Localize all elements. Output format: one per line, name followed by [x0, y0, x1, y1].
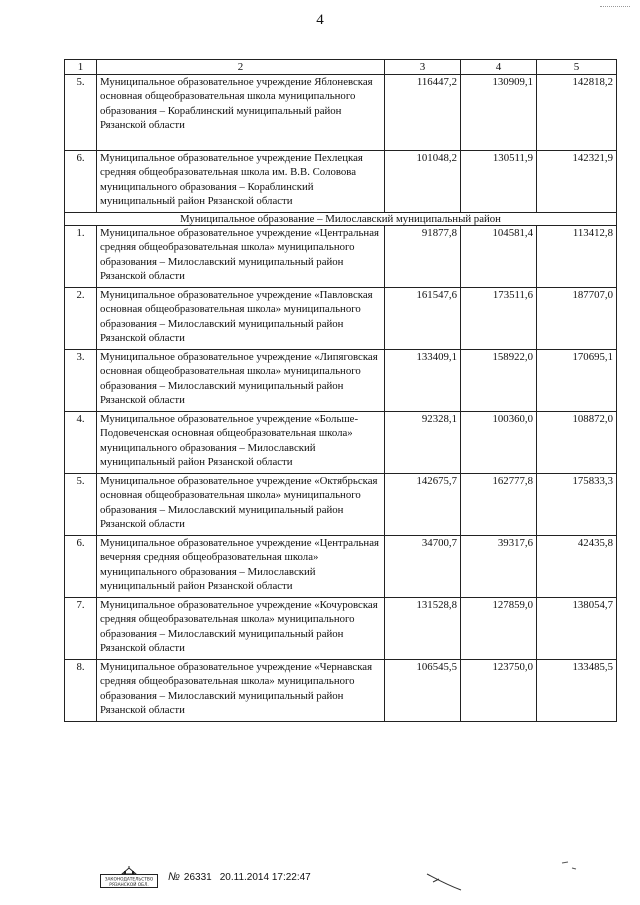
value-col-4: 130909,1 [461, 75, 537, 151]
table-row [65, 536, 617, 598]
value-col-5: 42435,8 [537, 536, 617, 598]
header-col-3: 3 [385, 60, 461, 75]
number-sign-icon: № [168, 871, 180, 883]
institution-name: Муниципальное образовательное учреждение «Больше-Подовеченская основная общеобразовательная школа» муниципального образования – Милославский муниципальный район Рязанской области [97, 412, 385, 474]
table-row [65, 598, 617, 660]
institution-name: Муниципальное образовательное учреждение «Чернавская средняя общеобразовательная школа» муниципального образования – Милославский муниципальный район Рязанской области [97, 660, 385, 722]
value-col-4: 158922,0 [461, 350, 537, 412]
value-col-3: 91877,8 [385, 226, 461, 288]
institution-name: Муниципальное образовательное учреждение Яблоневская основная общеобразовательная школа муниципального образования – Кораблинский муниципальный район Рязанской области [97, 75, 385, 151]
value-col-4: 162777,8 [461, 474, 537, 536]
institution-name: Муниципальное образовательное учреждение «Кочуровская средняя общеобразовательная школа» муниципального образования – Милославский муниципальный район Рязанской области [97, 598, 385, 660]
value-col-3: 101048,2 [385, 151, 461, 213]
row-number: 2. [65, 288, 97, 350]
institution-name: Муниципальное образовательное учреждение «Липяговская основная общеобразовательная школа» муниципального образования – Милославский муниципальный район Рязанской области [97, 350, 385, 412]
institution-name: Муниципальное образовательное учреждение «Октябрьская основная общеобразовательная школа» муниципального образования – Милославский муниципальный район Рязанской области [97, 474, 385, 536]
header-col-4: 4 [461, 60, 537, 75]
value-col-4: 123750,0 [461, 660, 537, 722]
budget-table-body [65, 60, 617, 722]
table-row [65, 660, 617, 722]
page-number: 4 [316, 12, 324, 28]
government-building-stamp-logo [100, 866, 158, 888]
registration-number: 26331 [183, 871, 212, 883]
value-col-4: 100360,0 [461, 412, 537, 474]
value-col-5: 187707,0 [537, 288, 617, 350]
value-col-5: 142321,9 [537, 151, 617, 213]
value-col-5: 170695,1 [537, 350, 617, 412]
row-number: 3. [65, 350, 97, 412]
logo-caption-top: ЗАКОНОДАТЕЛЬСТВО [104, 877, 154, 883]
value-col-5: 108872,0 [537, 412, 617, 474]
row-number: 6. [65, 536, 97, 598]
value-col-4: 127859,0 [461, 598, 537, 660]
value-col-4: 130511,9 [461, 151, 537, 213]
section-label: Муниципальное образование – Милославский муниципальный район [65, 213, 617, 226]
value-col-3: 161547,6 [385, 288, 461, 350]
value-col-5: 142818,2 [537, 75, 617, 151]
row-number: 8. [65, 660, 97, 722]
table-row [65, 412, 617, 474]
row-number: 6. [65, 151, 97, 213]
table-row [65, 350, 617, 412]
row-number: 1. [65, 226, 97, 288]
registration-timestamp: 20.11.2014 17:22:47 [219, 871, 311, 883]
row-number: 4. [65, 412, 97, 474]
value-col-3: 116447,2 [385, 75, 461, 151]
registration-footer [100, 865, 311, 889]
table-row [65, 474, 617, 536]
value-col-3: 34700,7 [385, 536, 461, 598]
institution-name: Муниципальное образовательное учреждение «Центральная средняя общеобразовательная школа» муниципального образования – Милославский муниципальный район Рязанской области [97, 226, 385, 288]
row-number: 7. [65, 598, 97, 660]
value-col-3: 92328,1 [385, 412, 461, 474]
table-row [65, 151, 617, 213]
value-col-5: 138054,7 [537, 598, 617, 660]
header-col-2: 2 [97, 60, 385, 75]
institution-name: Муниципальное образовательное учреждение «Центральная вечерняя средняя общеобразовательная школа» муниципального образования – Милославский муниципальный район Рязанской области [97, 536, 385, 598]
scan-corner-mark [600, 6, 630, 11]
value-col-5: 113412,8 [537, 226, 617, 288]
value-col-5: 175833,3 [537, 474, 617, 536]
value-col-4: 39317,6 [461, 536, 537, 598]
table-header-row [65, 60, 617, 75]
value-col-3: 133409,1 [385, 350, 461, 412]
handwritten-mark [425, 870, 465, 892]
value-col-4: 173511,6 [461, 288, 537, 350]
table-row [65, 75, 617, 151]
row-number: 5. [65, 75, 97, 151]
value-col-3: 142675,7 [385, 474, 461, 536]
institution-name: Муниципальное образовательное учреждение «Павловская основная общеобразовательная школа» муниципального образования – Милославский муниципальный район Рязанской области [97, 288, 385, 350]
table-row [65, 288, 617, 350]
table-row [65, 226, 617, 288]
value-col-3: 106545,5 [385, 660, 461, 722]
section-header-row [65, 213, 617, 226]
ink-dots [560, 860, 580, 872]
row-number: 5. [65, 474, 97, 536]
header-col-5: 5 [537, 60, 617, 75]
value-col-3: 131528,8 [385, 598, 461, 660]
value-col-5: 133485,5 [537, 660, 617, 722]
institution-name: Муниципальное образовательное учреждение Пехлецкая средняя общеобразовательная школа им. В.В. Соловова муниципального образования – Кораблинский муниципальный район Рязанской области [97, 151, 385, 213]
budget-table [64, 59, 617, 722]
value-col-4: 104581,4 [461, 226, 537, 288]
header-col-1: 1 [65, 60, 97, 75]
logo-caption-bottom: РЯЗАНСКОЙ ОБЛ. [109, 882, 149, 888]
